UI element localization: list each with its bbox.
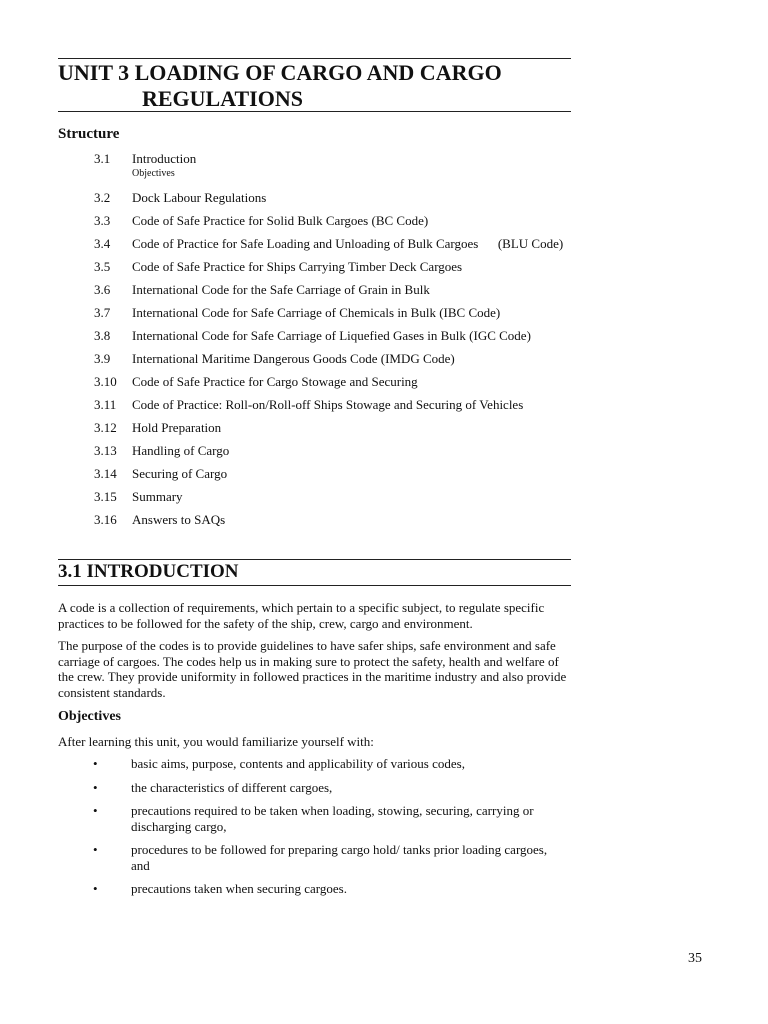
toc-text: Code of Safe Practice for Solid Bulk Cargoes (BC Code)	[132, 213, 429, 228]
toc-number: 3.13	[94, 443, 117, 458]
objectives-list	[58, 756, 571, 897]
toc-subitem: Objectives	[132, 168, 175, 179]
objectives-intro: After learning this unit, you would familiarize yourself with:	[58, 734, 374, 749]
list-item	[58, 780, 571, 796]
unit-title	[58, 60, 571, 112]
toc-text: Handling of Cargo	[132, 443, 230, 458]
toc-item	[94, 305, 574, 321]
toc-text: International Code for the Safe Carriage of Grain in Bulk	[132, 282, 430, 297]
intro-paragraph-2: The purpose of the codes is to provide guidelines to have safer ships, safe environment and safe carriage of cargoes. The codes help us in making sure to protect the safety, health and welfare of the crew. They provide uniformity in followed practices in the maritime industry and also provide consistent standards.	[58, 638, 567, 700]
toc-item	[94, 351, 574, 367]
toc-text: Code of Practice for Safe Loading and Unloading of Bulk Cargoes (BLU Code)	[132, 236, 564, 251]
toc-number: 3.16	[94, 512, 117, 527]
toc-item	[94, 328, 574, 344]
toc-item	[94, 489, 574, 505]
toc-number: 3.4	[94, 236, 111, 251]
toc-item	[94, 282, 574, 298]
list-item	[58, 803, 571, 834]
toc-text: Introduction	[132, 151, 197, 166]
toc-number: 3.14	[94, 466, 117, 481]
toc-item	[94, 374, 574, 390]
toc-text: Code of Safe Practice for Cargo Stowage and Securing	[132, 374, 418, 389]
page-number: 35	[688, 951, 702, 966]
toc-number: 3.7	[94, 305, 111, 320]
top-rule	[58, 58, 571, 59]
toc-number: 3.10	[94, 374, 117, 389]
intro-paragraph-1: A code is a collection of requirements, which pertain to a specific subject, to regulate specific practices to be followed for the safety of the ship, crew, cargo and environment.	[58, 600, 545, 631]
list-item	[58, 881, 571, 897]
unit-title-line-2: REGULATIONS	[142, 86, 303, 111]
toc-number: 3.15	[94, 489, 117, 504]
objectives-heading: Objectives	[58, 709, 121, 724]
bullet-text: precautions required to be taken when loading, stowing, securing, carrying or discharging cargo,	[131, 803, 534, 834]
bullet-text: procedures to be followed for preparing cargo hold/ tanks prior loading cargoes, and	[131, 842, 548, 873]
toc-text: Summary	[132, 489, 183, 504]
toc-number: 3.8	[94, 328, 111, 343]
bullet-marker: •	[93, 881, 98, 896]
structure-list	[94, 151, 574, 528]
toc-number: 3.1	[94, 151, 111, 166]
bullet-marker: •	[93, 842, 98, 857]
toc-item	[94, 443, 574, 459]
toc-text: International Maritime Dangerous Goods Code (IMDG Code)	[132, 351, 455, 366]
toc-number: 3.9	[94, 351, 111, 366]
toc-number: 3.11	[94, 397, 117, 412]
toc-item	[94, 190, 574, 206]
toc-item	[94, 397, 574, 413]
list-item	[58, 842, 571, 873]
toc-item	[94, 236, 574, 252]
bullet-text: basic aims, purpose, contents and applicability of various codes,	[131, 756, 465, 771]
toc-item	[94, 259, 574, 275]
introduction-heading: 3.1 INTRODUCTION	[58, 561, 239, 582]
toc-number: 3.5	[94, 259, 111, 274]
toc-text: Dock Labour Regulations	[132, 190, 267, 205]
toc-text: Code of Safe Practice for Ships Carrying Timber Deck Cargoes	[132, 259, 463, 274]
toc-text: International Code for Safe Carriage of Chemicals in Bulk (IBC Code)	[132, 305, 501, 320]
structure-heading: Structure	[58, 126, 120, 142]
toc-text: Hold Preparation	[132, 420, 222, 435]
bullet-marker: •	[93, 756, 98, 771]
intro-bottom-rule	[58, 585, 571, 586]
toc-number: 3.3	[94, 213, 111, 228]
bullet-marker: •	[93, 803, 98, 818]
toc-text: Code of Practice: Roll-on/Roll-off Ships Stowage and Securing of Vehicles	[132, 397, 524, 412]
bullet-text: precautions taken when securing cargoes.	[131, 881, 347, 896]
toc-text: Securing of Cargo	[132, 466, 228, 481]
toc-item	[94, 466, 574, 482]
toc-item	[94, 151, 574, 167]
toc-text: Answers to SAQs	[132, 512, 226, 527]
toc-item	[94, 512, 574, 528]
toc-number: 3.2	[94, 190, 111, 205]
list-item	[58, 756, 571, 772]
intro-top-rule	[58, 559, 571, 560]
unit-title-line-1: UNIT 3 LOADING OF CARGO AND CARGO	[58, 60, 502, 85]
toc-number: 3.6	[94, 282, 111, 297]
toc-item	[94, 213, 574, 229]
bullet-marker: •	[93, 779, 98, 795]
title-bottom-rule	[58, 111, 571, 112]
toc-text: International Code for Safe Carriage of Liquefied Gases in Bulk (IGC Code)	[132, 328, 531, 343]
bullet-text: the characteristics of different cargoes,	[131, 779, 333, 795]
toc-item	[94, 420, 574, 436]
toc-number: 3.12	[94, 420, 117, 435]
